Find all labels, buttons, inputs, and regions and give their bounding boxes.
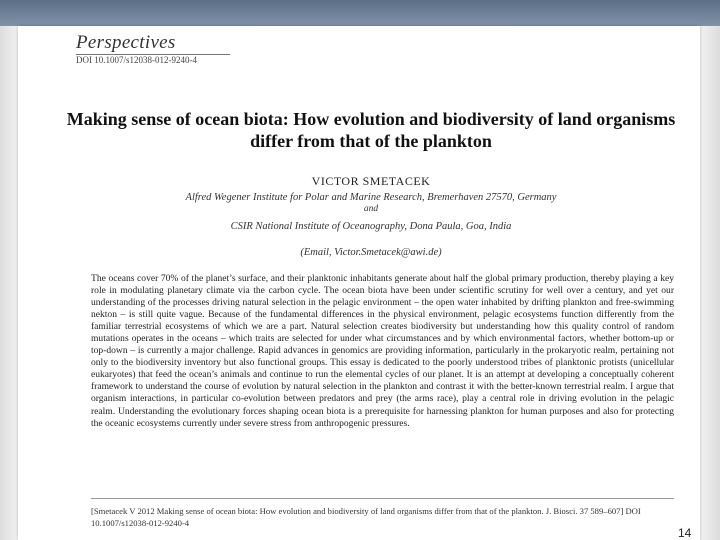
journal-name: Perspectives: [76, 32, 176, 53]
page-number: 14: [678, 526, 692, 540]
doi: DOI 10.1007/s12038-012-9240-4: [76, 55, 197, 65]
affiliation-2: CSIR National Institute of Oceanography, Dona Paula, Goa, India: [230, 221, 512, 232]
paper-page: [18, 26, 700, 540]
affiliation-conjunction: and: [363, 204, 379, 214]
top-bar: [0, 0, 720, 26]
author: VICTOR SMETACEK: [311, 174, 431, 188]
citation-reference: [Smetacek V 2012 Making sense of ocean biota: How evolution and biodiversity of land organisms differ from that of the plankton. J. Biosci. 37 589–607] DOI 10.1007/s12038-012-9240-4: [91, 506, 641, 528]
paper-title: Making sense of ocean biota: How evolution and biodiversity of land organisms differ from that of the plankton: [66, 109, 676, 151]
reference-rule: [91, 498, 674, 499]
right-margin: [700, 26, 720, 540]
author-email: (Email, Victor.Smetacek@awi.de): [300, 247, 442, 258]
abstract: The oceans cover 70% of the planet’s surface, and their planktonic inhabitants generate about half the global primary production, thereby playing a key role in modulating planetary climate via the carbon cycle. The ocean biota have been under scientific scrutiny for well over a century, and yet our understanding of the processes driving natural selection in the pelagic environment – the open water inhabited by drifting plankton and free-swimming nekton – is still quite vague. Because of the fundamental differences in the physical environment, pelagic ecosystems function differently from the familiar terrestrial ecosystems of which we are a part. Natural selection creates biodiversity but understanding how this quality control of random mutations operates in the oceans – which traits are selected for under what circumstances and by which environmental factors, whether bottom-up or top-down – is currently a major challenge. Rapid advances in genomics are providing information, particularly in the prokaryotic realm, pertaining not only to the biodiversity inventory but also functional groups. This essay is dedicated to the poorly understood tribes of planktonic protists (unicellular eukaryotes) that feed the ocean’s animals and continue to run the elemental cycles of our planet. It is an attempt at developing a conceptually coherent framework to understand the course of evolution by natural selection in the plankton and contrast it with the better-known terrestrial realm. I argue that organism interactions, in particular co-evolution between predators and prey (the arms race), play a central role in driving evolution in the pelagic realm. Understanding the evolutionary forces shaping ocean biota is a prerequisite for harnessing plankton for human purposes and also for protecting the oceanic ecosystems currently under severe stress from anthropogenic pressures.: [91, 273, 674, 429]
affiliation-1: Alfred Wegener Institute for Polar and Marine Research, Bremerhaven 27570, Germany: [185, 192, 557, 203]
left-margin: [0, 26, 18, 540]
